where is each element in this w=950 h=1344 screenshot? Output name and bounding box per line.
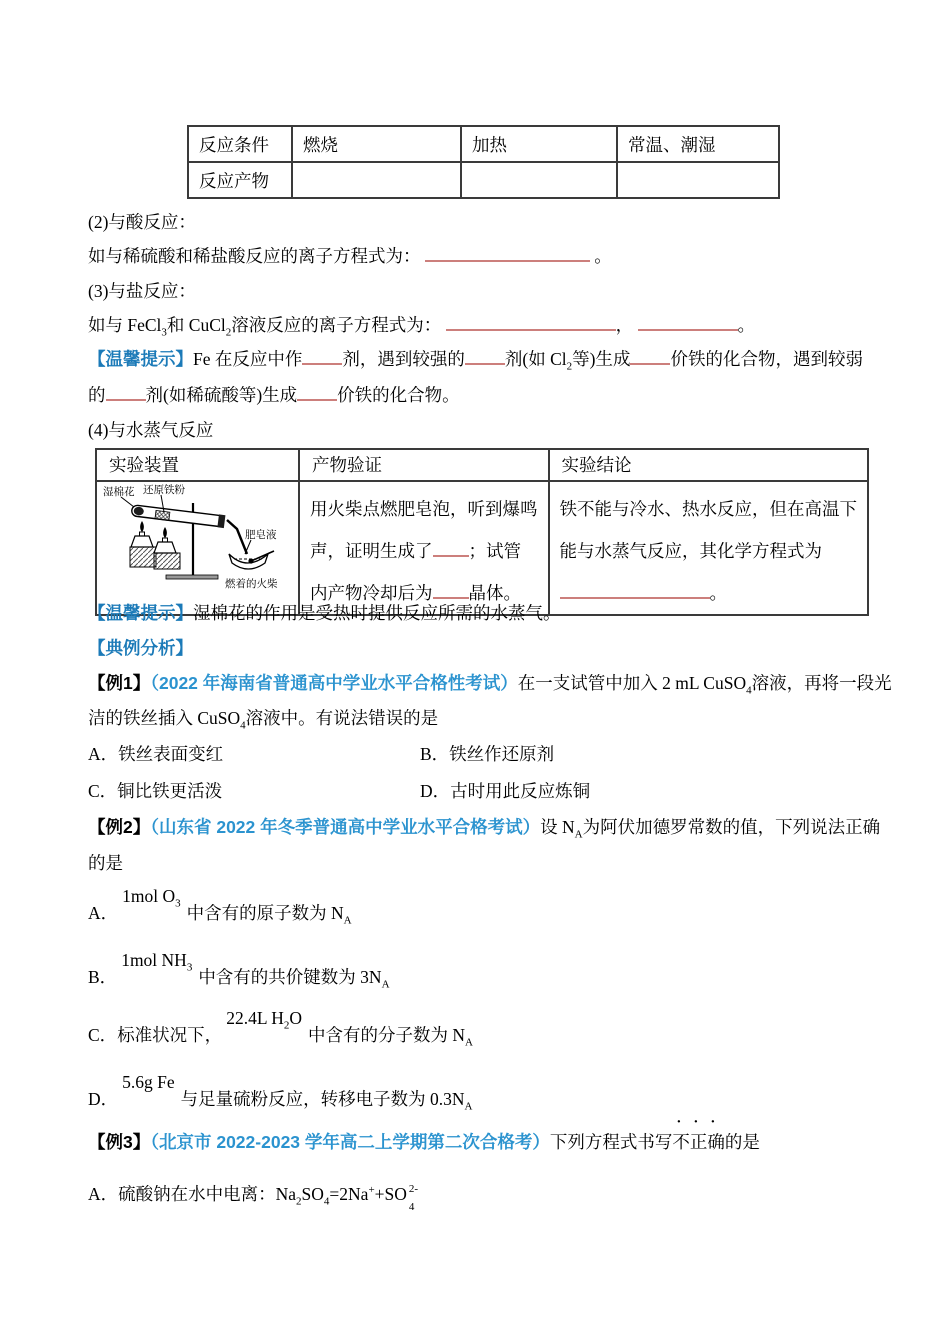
superscript: +: [368, 1184, 375, 1197]
subscript: 2: [566, 360, 573, 373]
section-4-heading: [88, 418, 213, 442]
subscript: 3: [161, 326, 167, 339]
section-2-heading: [88, 210, 196, 234]
option-letter: D．: [88, 1089, 119, 1109]
raised-formula: 22.4L $H_2O$: [226, 1008, 303, 1032]
example-2-line-2: [88, 851, 123, 875]
question-text: 溶液中。有说法错误的是: [245, 708, 439, 728]
analysis-title: 【典例分析】: [88, 638, 193, 658]
answer-blank: [433, 583, 469, 599]
period: 。: [594, 246, 612, 266]
subscript: A: [465, 1036, 473, 1049]
table-cell: 燃烧: [292, 126, 461, 162]
steam-experiment-table: [95, 448, 869, 616]
exam-source: （2022 年海南省普通高中学业水平合格性考试）: [150, 673, 518, 693]
delivery-tube: [227, 520, 247, 554]
subscript: A: [343, 914, 352, 927]
product-verification-cell: [299, 481, 549, 615]
option-text: 与足量硫粉反应，转移电子数为 0.3N: [180, 1089, 465, 1109]
conclusion-line: 能与水蒸气反应，其化学方程式为: [559, 541, 822, 561]
acid-equation-line: [88, 244, 612, 268]
option-text: 标准状况下，: [117, 1025, 223, 1045]
tip-text: 的: [88, 385, 106, 405]
experiment-apparatus-diagram: [98, 483, 295, 594]
comma: ，: [615, 315, 634, 335]
table-cell-empty: [292, 162, 461, 198]
option-text: 中含有的共价键数为 3N: [198, 967, 382, 987]
tip-text: 等)生成: [572, 349, 631, 369]
answer-blank: [465, 349, 505, 365]
tip-text: 价铁的化合物。: [337, 385, 460, 405]
raised-formula: 1mol $O_3$: [122, 886, 181, 910]
section-title: (2)与酸反应：: [88, 212, 196, 232]
table-row: [188, 126, 779, 162]
example-1-line-2: [88, 706, 438, 730]
table-cell: 常温、潮湿: [617, 126, 779, 162]
tip-text: 湿棉花的作用是受热时提供反应所需的水蒸气。: [193, 603, 561, 623]
soap-solution-label: 肥皂液: [245, 530, 277, 541]
table-cell: 反应条件: [188, 126, 292, 162]
question-text: 溶液，再将一段光: [751, 673, 892, 693]
iron-powder: [155, 510, 170, 520]
alcohol-lamp: [154, 527, 180, 569]
tip-text: 剂(如稀硫酸等)生成: [145, 385, 298, 405]
answer-blank: [106, 385, 146, 401]
leader-line: [245, 540, 251, 554]
salt-equation-line: [88, 313, 755, 337]
example-tag: 【例1】: [88, 673, 151, 693]
example-2-option-b: [88, 950, 390, 991]
table-header-cell: 实验装置: [96, 449, 299, 481]
subscript: A: [464, 1100, 473, 1113]
raised-formula: 1mol $NH_3$: [121, 950, 193, 974]
option-b: B．铁丝作还原剂: [420, 744, 555, 764]
answer-blank: [297, 385, 337, 401]
subscript: 4: [323, 1195, 330, 1208]
tip-2-line: [88, 601, 561, 625]
option-letter: C．: [88, 1025, 118, 1045]
subscript: 2: [296, 1195, 302, 1208]
equation-lead-text: 如与 FeCl: [88, 315, 162, 335]
option-c: C．铜比铁更活泼: [88, 781, 223, 801]
verify-line: 内产物冷却后为 晶体。: [310, 583, 521, 603]
example-3-option-a: [88, 1182, 418, 1213]
conclusion-line: 。: [560, 572, 858, 614]
support-block: [154, 553, 180, 569]
option-d: D．古时用此反应炼铜: [420, 781, 591, 801]
table-cell-empty: [461, 162, 617, 198]
wet-cotton-label: 湿棉花: [103, 487, 135, 498]
verify-line: 声，证明生成了 ；试管: [310, 541, 521, 561]
conclusion-line: 铁不能与冷水、热水反应，但在高温下: [559, 499, 857, 519]
option-text: +SO: [374, 1184, 407, 1204]
leader-line: [121, 497, 134, 507]
tip-label: 【温馨提示】: [88, 603, 193, 623]
tip-label: 【温馨提示】: [88, 349, 193, 369]
example-2-option-d: [88, 1072, 473, 1113]
subscript: A: [381, 978, 390, 991]
option-letter: B．: [88, 967, 118, 987]
tip-text: Fe 在反应中作: [193, 349, 303, 369]
example-tag: 【例2】: [88, 817, 151, 837]
apparatus-cell: [96, 481, 299, 615]
subscript: 4: [746, 684, 752, 697]
table-row: [96, 449, 868, 481]
section-title: (4)与水蒸气反应: [88, 420, 214, 440]
table-header-cell: 产物验证: [299, 449, 549, 481]
subscript: 4: [240, 719, 246, 732]
example-tag: 【例3】: [88, 1132, 151, 1152]
table-cell-empty: [617, 162, 779, 198]
tip-text: 剂，遇到较强的: [342, 349, 465, 369]
verify-line: 用火柴点燃肥皂泡，听到爆鸣: [310, 499, 538, 519]
iron-powder-label: 还原铁粉: [143, 485, 185, 496]
exam-source: （山东省 2022 年冬季普通高中学业水平合格考试）: [150, 817, 541, 837]
answer-blank: [425, 246, 590, 262]
option-text: =2Na: [329, 1184, 369, 1204]
answer-blank: [433, 541, 469, 557]
question-text: 的是: [724, 1132, 760, 1152]
example-1-line-1: [88, 671, 892, 695]
table-cell: 反应产物: [188, 162, 292, 198]
answer-blank: [560, 583, 710, 599]
equation-lead-text: 和 CuCl: [166, 315, 226, 335]
question-text: 洁的铁丝插入 CuSO: [88, 708, 241, 728]
test-tube: [131, 504, 225, 528]
tip-1-line-2: [88, 383, 460, 407]
emphasized-text: ··· 不正确: [672, 1114, 728, 1152]
ion-charge-stack: 2- 4: [408, 1183, 419, 1213]
conclusion-cell: [549, 481, 869, 615]
subscript: 2: [225, 326, 232, 339]
table-cell: 加热: [461, 126, 617, 162]
table-row: [96, 481, 868, 615]
support-block: [130, 547, 156, 567]
reaction-condition-table: [187, 125, 780, 199]
example-2-line-1: [88, 815, 880, 839]
emphasis-dots: ···: [676, 1114, 728, 1130]
equation-lead-text: 溶液反应的离子方程式为：: [231, 315, 442, 335]
answer-blank: [302, 349, 342, 365]
question-text: 为阿伏加德罗常数的值，下列说法正确: [582, 817, 881, 837]
question-text: 的是: [88, 853, 123, 873]
section-title: (3)与盐反应：: [88, 281, 196, 301]
table-row: [188, 162, 779, 198]
example-2-option-a: [88, 886, 352, 927]
example-2-option-c: [88, 1008, 473, 1049]
question-text: 下列方程式书写: [549, 1132, 673, 1152]
exam-source: （北京市 2022-2023 学年高二上学期第二次合格考）: [150, 1132, 550, 1152]
burning-match-label: 燃着的火柴: [225, 579, 278, 590]
subscript: A: [574, 828, 583, 841]
period: 。: [737, 315, 756, 335]
section-3-heading: [88, 279, 196, 303]
question-text: 在一支试管中加入 2 mL CuSO: [517, 673, 747, 693]
answer-blank: [446, 315, 616, 331]
question-text: 设 N: [540, 817, 575, 837]
table-header-cell: 实验结论: [549, 449, 869, 481]
answer-blank: [638, 315, 738, 331]
option-text: 中含有的原子数为 N: [186, 903, 344, 923]
option-text: SO: [301, 1184, 324, 1204]
option-letter: A．: [88, 903, 119, 923]
option-text: 中含有的分子数为 N: [308, 1025, 466, 1045]
example-3-line-1: [88, 1114, 760, 1154]
alcohol-lamp: [130, 521, 156, 567]
equation-lead-text: 如与稀硫酸和稀盐酸反应的离子方程式为：: [88, 246, 421, 266]
option-text: A．硫酸钠在水中电离：Na: [88, 1184, 297, 1204]
answer-blank: [630, 349, 670, 365]
tip-text: 价铁的化合物，遇到较弱: [670, 349, 863, 369]
tip-text: 剂(如 Cl: [504, 349, 567, 369]
tip-1-line-1: [88, 347, 863, 371]
raised-formula: 5.6g Fe: [122, 1072, 175, 1092]
option-a: A．铁丝表面变红: [88, 744, 224, 764]
example-1-options-row-2: [88, 779, 590, 803]
example-1-options-row-1: [88, 742, 554, 766]
analysis-section-heading: [88, 636, 193, 660]
